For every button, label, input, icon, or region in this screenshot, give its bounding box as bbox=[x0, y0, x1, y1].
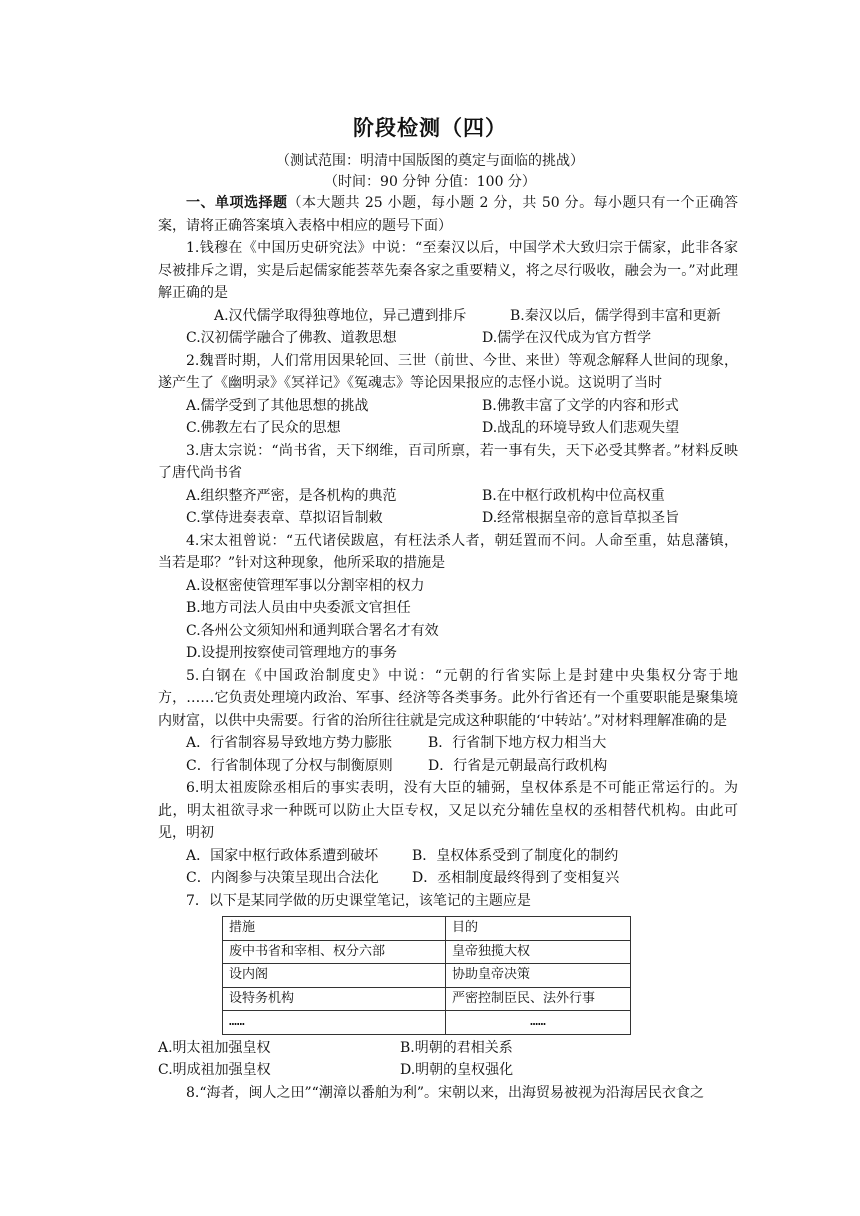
table-cell: 设内阁 bbox=[223, 964, 446, 988]
option-c: C.掌侍进奏表章、草拟诏旨制敕 bbox=[186, 510, 383, 526]
table-row bbox=[223, 1011, 631, 1035]
option-a: A.儒学受到了其他思想的挑战 bbox=[186, 397, 369, 414]
option-row bbox=[158, 395, 738, 418]
option-b: B．行省制下地方权力相当大 bbox=[428, 735, 607, 751]
question-stem: 4.宋太祖曾说：“五代诸侯跋扈，有枉法杀人者，朝廷置而不问。人命至重，姑息藩镇，当若是耶？”针对这种现象，他所采取的措施是 bbox=[158, 532, 738, 571]
table-cell: 废中书省和宰相、权分六部 bbox=[223, 940, 446, 964]
table-header-row bbox=[223, 917, 631, 941]
notes-table bbox=[222, 916, 631, 1035]
question-stem: 6.明太祖废除丞相后的事实表明，没有大臣的辅弼，皇权体系是不可能正常运行的。为此，明太祖欲寻求一种既可以防止大臣专权，又足以充分辅佐皇权的丞相替代机构。由此可见，明初 bbox=[158, 780, 738, 841]
option-b: B.明朝的君相关系 bbox=[400, 1039, 513, 1056]
option-a: A.组织整齐严密，是各机构的典范 bbox=[186, 487, 397, 504]
table-cell: …… bbox=[446, 1011, 631, 1035]
option-row bbox=[158, 305, 738, 328]
test-meta: （时间：90 分钟 分值：100 分） bbox=[324, 174, 536, 190]
table-row bbox=[223, 987, 631, 1011]
option-a: A.设枢密使管理军事以分割宰相的权力 bbox=[186, 577, 425, 594]
option-c: C.汉初儒学融合了佛教、道教思想 bbox=[186, 330, 397, 346]
section-heading: 一、单项选择题 bbox=[186, 195, 288, 211]
option-d: D．行省是元朝最高行政机构 bbox=[428, 757, 608, 774]
table-cell: …… bbox=[223, 1011, 446, 1035]
table-cell: 严密控制臣民、法外行事 bbox=[446, 987, 631, 1011]
option-c: C．内阁参与决策呈现出合法化 bbox=[186, 870, 379, 886]
option-d: D．丞相制度最终得到了变相复兴 bbox=[412, 870, 620, 886]
question-stem: 7．以下是某同学做的历史课堂笔记，该笔记的主题应是 bbox=[186, 892, 531, 909]
option-b: B.佛教丰富了文学的内容和形式 bbox=[482, 397, 679, 414]
option-a: A.汉代儒学取得独尊地位，异己遭到排斥 bbox=[214, 307, 467, 324]
option-row bbox=[158, 485, 738, 508]
option-d: D.设提刑按察使司管理地方的事务 bbox=[186, 645, 398, 661]
question-stem: 5.白钢在《中国政治制度史》中说：“元朝的行省实际上是封建中央集权分寄于地方，……它负责处理境内政治、军事、经济等各类事务。此外行省还有一个重要职能是聚集境内财富，以供中央需要。行省的治所往往就是完成这种职能的‘中转站’。”对材料理解准确的是 bbox=[158, 667, 738, 729]
option-c: C.明成祖加强皇权 bbox=[158, 1062, 271, 1078]
question-stem: 8.“海者，闽人之田”“潮漳以番舶为利”。宋朝以来，出海贸易被视为沿海居民衣食之 bbox=[186, 1084, 704, 1101]
page-title: 阶段检测（四） bbox=[353, 115, 507, 140]
option-c: C.各州公文须知州和通判联合署名才有效 bbox=[186, 622, 439, 639]
option-a: A．行省制容易导致地方势力膨胀 bbox=[186, 735, 393, 751]
option-b: B.秦汉以后，儒学得到丰富和更新 bbox=[510, 307, 721, 324]
option-row bbox=[158, 1037, 738, 1060]
option-b: B．皇权体系受到了制度化的制约 bbox=[412, 847, 619, 864]
table-cell: 协助皇帝决策 bbox=[446, 964, 631, 988]
question-stem: 3.唐太宗说：“尚书省，天下纲维，百司所禀，若一事有失，天下必受其弊者。”材料反映了唐代尚书省 bbox=[158, 442, 738, 481]
option-d: D.明朝的皇权强化 bbox=[400, 1062, 514, 1078]
question-stem: 1.钱穆在《中国历史研究法》中说：“至秦汉以后，中国学术大致归宗于儒家，此非各家尽被排斥之谓，实是后起儒家能荟萃先秦各家之重要精义，将之尽行吸收，融会为一。”对此理解正确的是 bbox=[158, 240, 738, 301]
option-b: B.地方司法人员由中央委派文官担任 bbox=[186, 600, 411, 616]
exam-content bbox=[158, 192, 738, 1104]
option-c: C．行省制体现了分权与制衡原则 bbox=[186, 757, 393, 774]
option-row bbox=[158, 507, 738, 530]
section-heading-block bbox=[158, 192, 738, 237]
option-row bbox=[158, 867, 738, 890]
table-cell: 皇帝独揽大权 bbox=[446, 940, 631, 964]
table-cell: 设特务机构 bbox=[223, 987, 446, 1011]
option-row bbox=[158, 327, 738, 350]
option-a: A.明太祖加强皇权 bbox=[158, 1039, 271, 1056]
option-row bbox=[158, 755, 738, 778]
option-row bbox=[158, 732, 738, 755]
option-c: C.佛教左右了民众的思想 bbox=[186, 420, 341, 436]
test-scope: （测试范围：明清中国版图的奠定与面临的挑战） bbox=[276, 153, 584, 169]
table-row bbox=[223, 940, 631, 964]
option-d: D.经常根据皇帝的意旨草拟圣旨 bbox=[482, 510, 680, 526]
option-d: D.儒学在汉代成为官方哲学 bbox=[482, 330, 652, 346]
table-header-cell: 目的 bbox=[446, 917, 631, 941]
option-d: D.战乱的环境导致人们悲观失望 bbox=[482, 420, 680, 436]
question-stem: 2.魏晋时期，人们常用因果轮回、三世（前世、今世、来世）等观念解释人世间的现象，遂产生了《幽明录》《冥祥记》《冤魂志》等论因果报应的志怪小说。这说明了当时 bbox=[158, 352, 738, 391]
option-row bbox=[158, 1059, 738, 1082]
option-row bbox=[158, 417, 738, 440]
section-instructions: （本大题共 25 小题，每小题 2 分，共 50 分。每小题只有一个正确答案，请将正确答案填入表格中相应的题号下面） bbox=[158, 195, 739, 234]
option-a: A．国家中枢行政体系遭到破坏 bbox=[186, 847, 379, 864]
table-header-cell: 措施 bbox=[223, 917, 446, 941]
table-row bbox=[223, 964, 631, 988]
option-b: B.在中枢行政机构中位高权重 bbox=[482, 487, 665, 504]
option-row bbox=[158, 845, 738, 868]
